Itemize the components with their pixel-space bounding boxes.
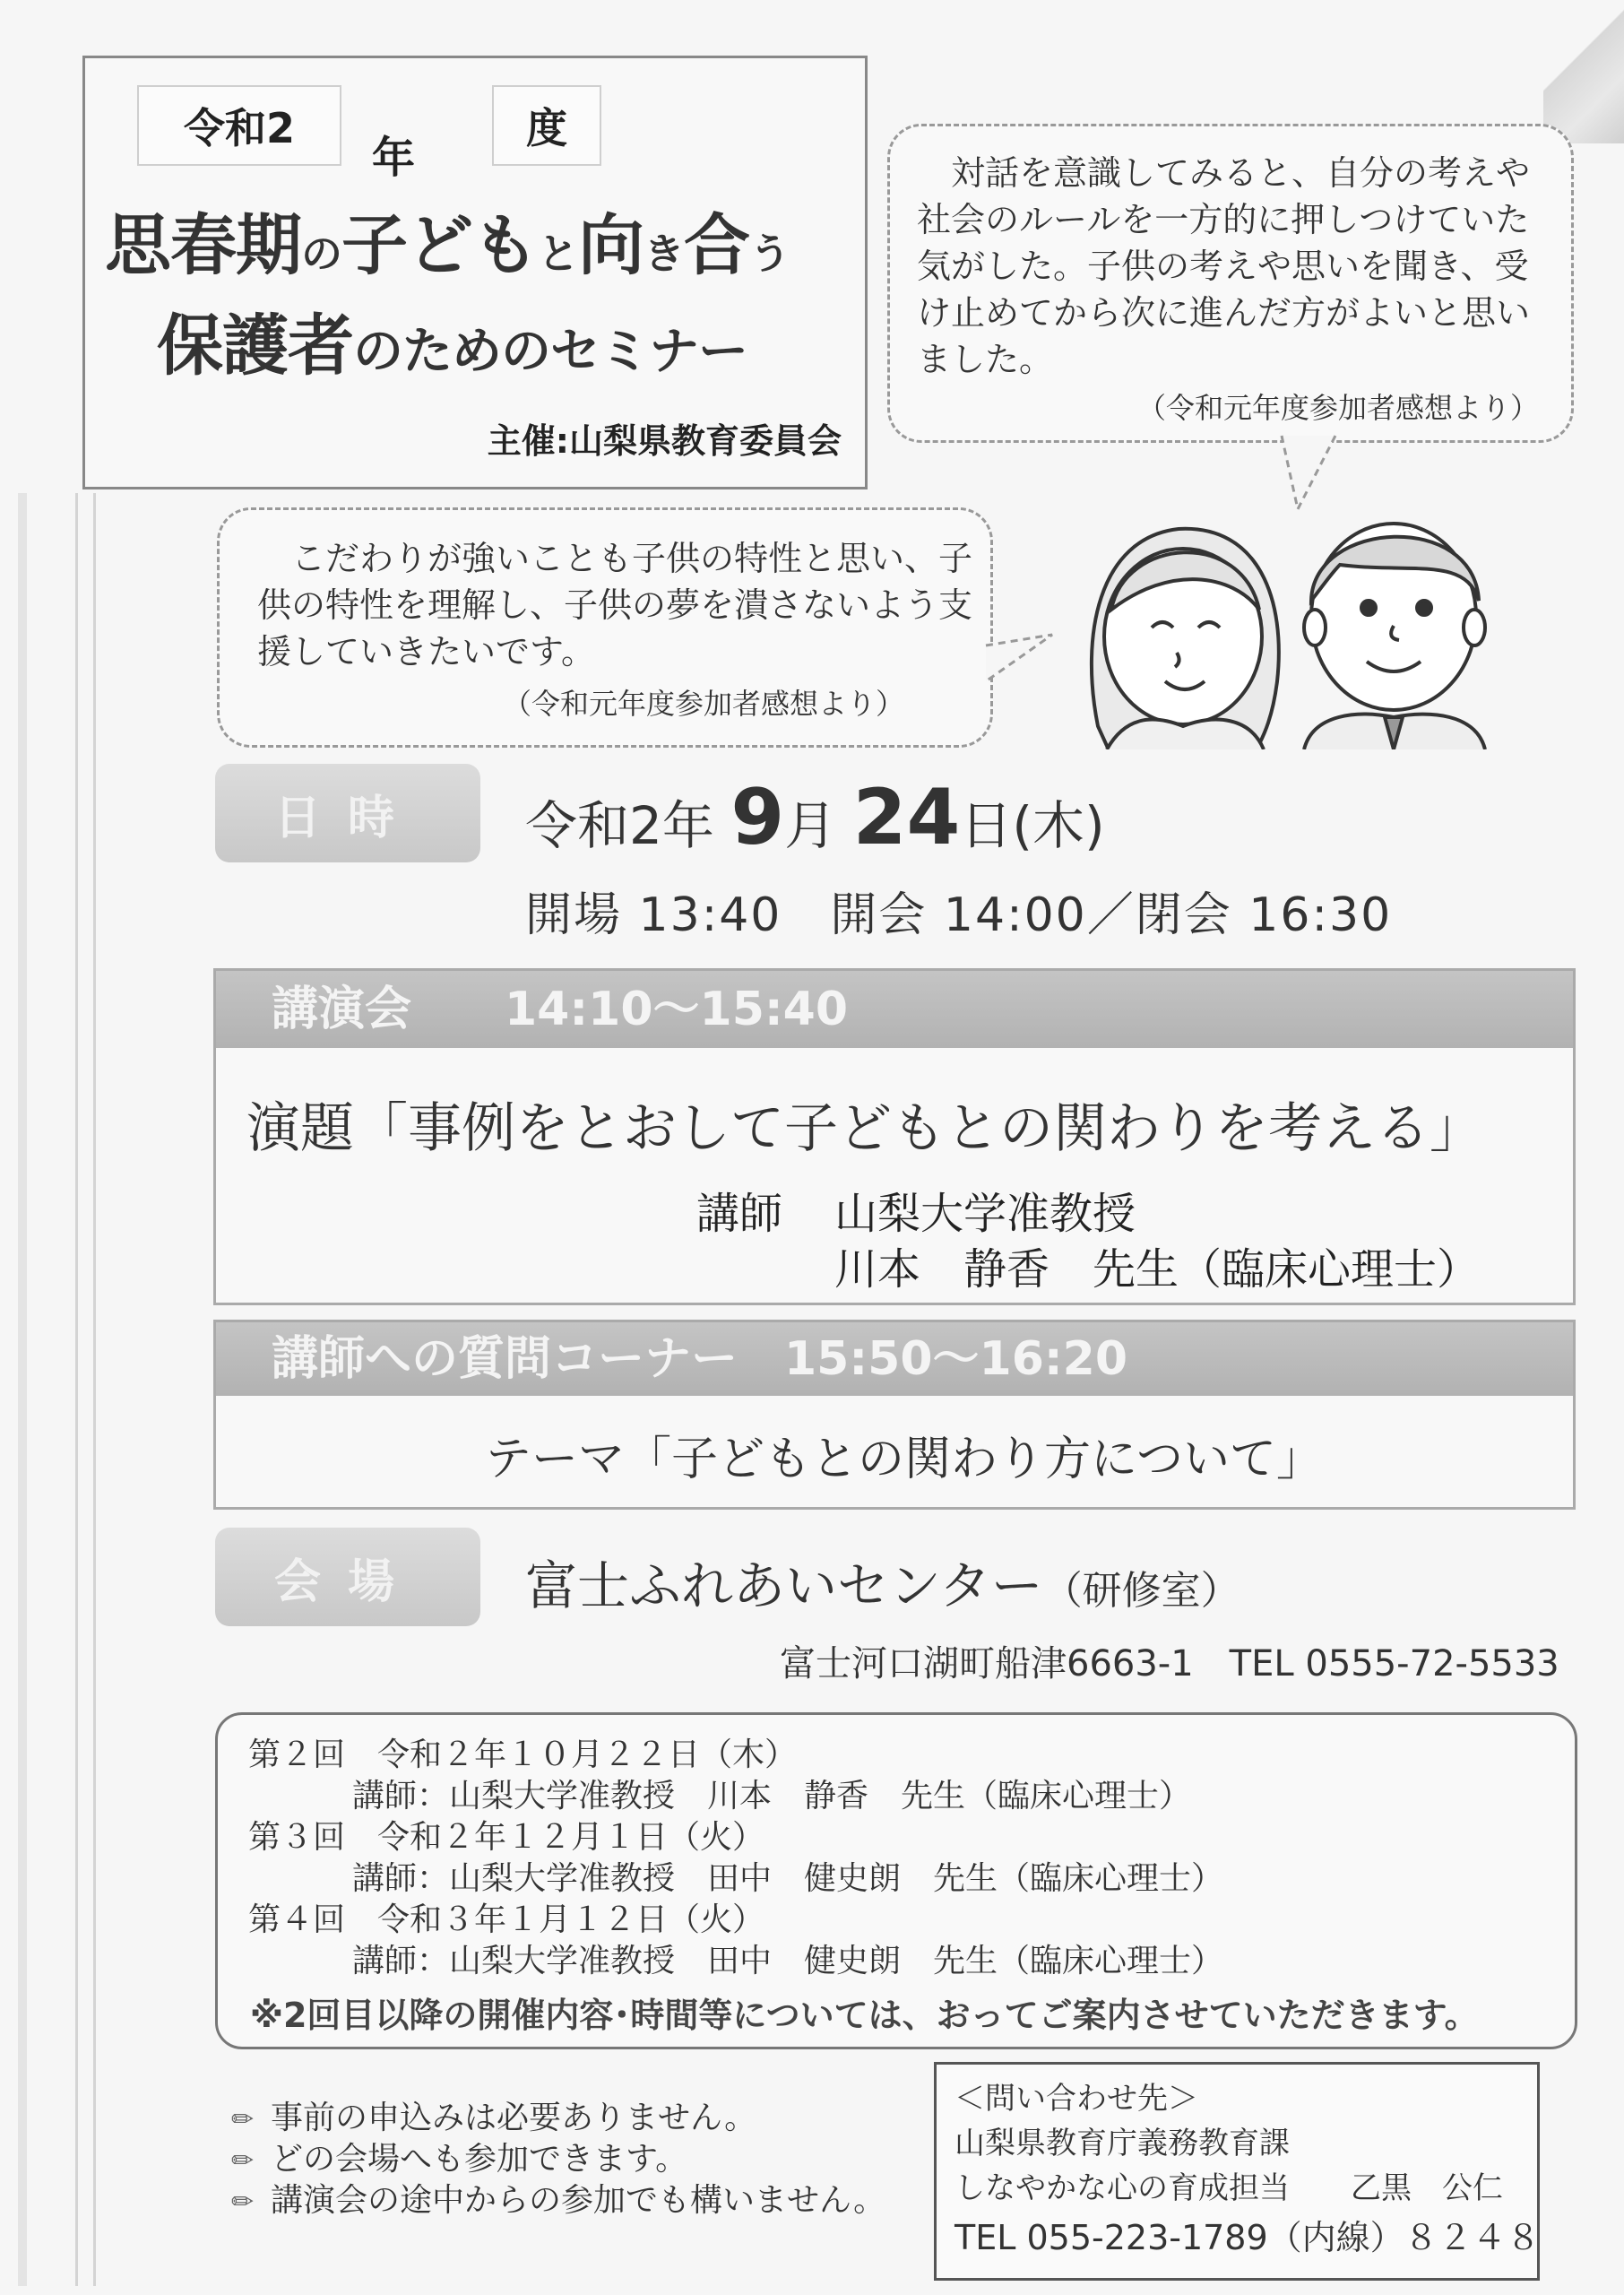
- lecture-section: [213, 968, 1576, 1305]
- pencil-icon: ✏: [231, 2187, 255, 2218]
- lecturer-label: 講師: [696, 1189, 783, 1239]
- lecturer-name: 川本 静香 先生（臨床心理士）: [834, 1244, 1481, 1295]
- session-date: 第３回 令和２年１２月１日（火）: [248, 1819, 765, 1856]
- left-decor-line: [75, 493, 78, 2286]
- year-do-tag: 度: [492, 85, 601, 166]
- future-sessions-box: [215, 1712, 1577, 2049]
- contact-person: しなやかな心の育成担当 乙黒 公仁: [955, 2170, 1503, 2206]
- session-date: 第２回 令和２年１０月２２日（木）: [248, 1736, 798, 1773]
- contact-department: 山梨県教育庁義務教育課: [955, 2126, 1290, 2161]
- note-item: ✏ 講演会の途中からの参加でも構いません。: [231, 2182, 886, 2219]
- session-date: 第４回 令和３年１月１２日（火）: [248, 1901, 765, 1938]
- pencil-icon: ✏: [231, 2145, 255, 2177]
- testimonial-source: （令和元年度参加者感想より）: [1136, 391, 1539, 425]
- lecture-header: 講演会 14:10〜15:40: [216, 971, 1573, 1048]
- session-lecturer: 講師：山梨大学准教授 田中 健史朗 先生（臨床心理士）: [352, 1943, 1224, 1979]
- contact-phone: TEL 055-223-1789（内線）８２４８: [955, 2218, 1541, 2257]
- testimonial-text: こだわりが強いことも子供の特性と思い、子供の特性を理解し、子供の夢を潰さないよう支援していきたいです。: [257, 539, 973, 671]
- qa-header: 講師への質問コーナー 15:50〜16:20: [216, 1322, 1573, 1396]
- organizer: 主催:山梨県教育委員会: [487, 421, 842, 461]
- year-era-tag: 令和2: [137, 85, 341, 166]
- session-lecturer: 講師：山梨大学准教授 田中 健史朗 先生（臨床心理士）: [352, 1860, 1224, 1897]
- left-decor-band: [18, 493, 27, 2286]
- venue-label: 会場: [215, 1528, 480, 1626]
- venue-name: 富士ふれあいセンター（研修室）: [525, 1555, 1240, 1616]
- corner-decoration: [1543, 0, 1624, 143]
- schedule-note: ※2回目以降の開催内容･時間等については、おってご案内させていただきます。: [250, 1996, 1479, 2035]
- testimonial-text: 対話を意識してみると、自分の考えや社会のルールを一方的に押しつけていた気がした。子供の考えや思いを聞き、受け止めてから次に進んだ方がよいと思いました。: [917, 153, 1531, 379]
- event-date: 令和2年 9月 24日(木): [525, 773, 1105, 862]
- qa-theme: テーマ「子どもとの関わり方について」: [485, 1433, 1323, 1486]
- bubble-tail-left: [984, 628, 1056, 690]
- event-times: 開場 13:40 開会 14:00／閉会 16:30: [525, 888, 1393, 942]
- testimonial-bubble-top: [887, 124, 1574, 443]
- seminar-title-line2: 保護者のためのセミナー: [157, 307, 747, 385]
- year-nen: 年: [372, 133, 416, 183]
- seminar-title-line1: 思春期の子どもと向き合う: [105, 207, 790, 284]
- venue-address: 富士河口湖町船津6663-1 TEL 0555-72-5533: [780, 1643, 1559, 1684]
- note-item: ✏ 事前の申込みは必要ありません。: [231, 2100, 757, 2136]
- testimonial-bubble-left: [217, 507, 993, 748]
- session-lecturer: 講師：山梨大学准教授 川本 静香 先生（臨床心理士）: [352, 1778, 1192, 1814]
- contact-box: [934, 2062, 1540, 2281]
- contact-heading: ＜問い合わせ先＞: [955, 2081, 1198, 2117]
- lecturer-affiliation: 山梨大学准教授: [834, 1189, 1136, 1239]
- title-box: [82, 56, 868, 489]
- pencil-icon: ✏: [231, 2104, 255, 2135]
- qa-section: [213, 1320, 1576, 1510]
- note-item: ✏ どの会場へも参加できます。: [231, 2141, 688, 2178]
- parents-illustration: [1071, 502, 1519, 749]
- testimonial-source: （令和元年度参加者感想より）: [502, 687, 904, 721]
- datetime-label: 日時: [215, 764, 480, 862]
- lecture-title: 演題「事例をとおして子どもとの関わりを考える」: [246, 1097, 1483, 1160]
- left-decor-line: [93, 493, 96, 2286]
